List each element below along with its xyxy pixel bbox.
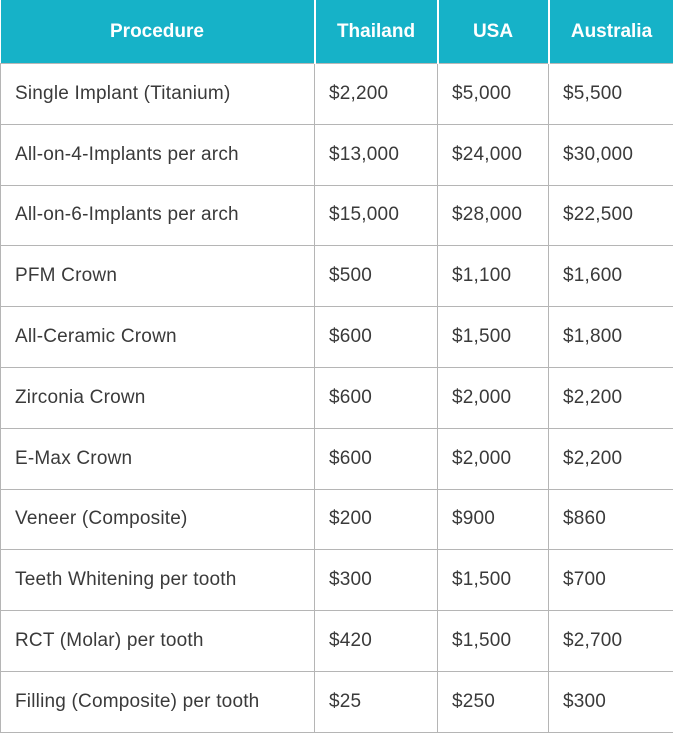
australia-price-cell: $22,500	[549, 185, 673, 246]
australia-price-cell: $1,600	[549, 246, 673, 307]
australia-price-cell: $2,200	[549, 428, 673, 489]
procedure-cell: Teeth Whitening per tooth	[1, 550, 315, 611]
procedure-cell: RCT (Molar) per tooth	[1, 611, 315, 672]
header-australia: Australia	[549, 0, 673, 64]
usa-price-cell: $1,500	[438, 307, 549, 368]
procedure-cell: Single Implant (Titanium)	[1, 64, 315, 125]
header-row	[1, 0, 673, 64]
table-row	[1, 185, 673, 246]
australia-price-cell: $30,000	[549, 124, 673, 185]
thailand-price-cell: $600	[315, 367, 438, 428]
thailand-price-cell: $15,000	[315, 185, 438, 246]
table-row	[1, 367, 673, 428]
table-row	[1, 307, 673, 368]
table-row	[1, 64, 673, 125]
table-row	[1, 246, 673, 307]
usa-price-cell: $28,000	[438, 185, 549, 246]
thailand-price-cell: $600	[315, 428, 438, 489]
thailand-price-cell: $420	[315, 611, 438, 672]
thailand-price-cell: $600	[315, 307, 438, 368]
usa-price-cell: $1,500	[438, 611, 549, 672]
procedure-cell: Zirconia Crown	[1, 367, 315, 428]
australia-price-cell: $860	[549, 489, 673, 550]
table-row	[1, 550, 673, 611]
australia-price-cell: $1,800	[549, 307, 673, 368]
usa-price-cell: $1,100	[438, 246, 549, 307]
thailand-price-cell: $200	[315, 489, 438, 550]
procedure-cell: PFM Crown	[1, 246, 315, 307]
header-thailand: Thailand	[315, 0, 438, 64]
table-row	[1, 124, 673, 185]
thailand-price-cell: $25	[315, 671, 438, 732]
procedure-cell: Filling (Composite) per tooth	[1, 671, 315, 732]
usa-price-cell: $250	[438, 671, 549, 732]
thailand-price-cell: $13,000	[315, 124, 438, 185]
table-body	[1, 64, 673, 733]
header-procedure: Procedure	[1, 0, 315, 64]
usa-price-cell: $1,500	[438, 550, 549, 611]
usa-price-cell: $5,000	[438, 64, 549, 125]
australia-price-cell: $2,200	[549, 367, 673, 428]
table-row	[1, 611, 673, 672]
procedure-cell: Veneer (Composite)	[1, 489, 315, 550]
table-row	[1, 428, 673, 489]
procedure-cell: All-on-4-Implants per arch	[1, 124, 315, 185]
procedure-cell: All-on-6-Implants per arch	[1, 185, 315, 246]
thailand-price-cell: $2,200	[315, 64, 438, 125]
header-usa: USA	[438, 0, 549, 64]
table-row	[1, 671, 673, 732]
australia-price-cell: $700	[549, 550, 673, 611]
australia-price-cell: $300	[549, 671, 673, 732]
usa-price-cell: $2,000	[438, 367, 549, 428]
thailand-price-cell: $300	[315, 550, 438, 611]
thailand-price-cell: $500	[315, 246, 438, 307]
usa-price-cell: $2,000	[438, 428, 549, 489]
procedure-cell: E-Max Crown	[1, 428, 315, 489]
australia-price-cell: $2,700	[549, 611, 673, 672]
usa-price-cell: $900	[438, 489, 549, 550]
procedure-cell: All-Ceramic Crown	[1, 307, 315, 368]
usa-price-cell: $24,000	[438, 124, 549, 185]
table-header	[1, 0, 673, 64]
australia-price-cell: $5,500	[549, 64, 673, 125]
table-row	[1, 489, 673, 550]
